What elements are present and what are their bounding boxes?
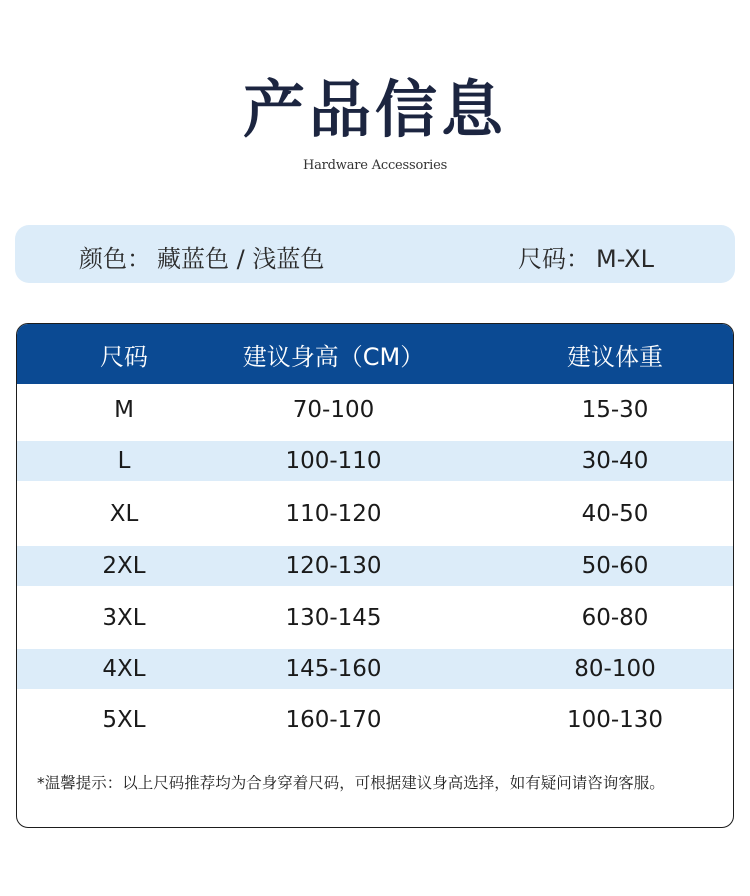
weight-cell: 50-60 [581, 553, 649, 579]
weight-cell: 60-80 [581, 604, 649, 631]
height-cell: 100-110 [285, 448, 382, 474]
weight-cell: 15-30 [581, 396, 649, 423]
column-header-size: 尺码 [100, 342, 148, 371]
table-row [17, 481, 733, 546]
column-header-height: 建议身高（CM） [242, 342, 425, 371]
height-cell: 145-160 [285, 656, 382, 682]
product-info-bar [15, 225, 735, 283]
size-value: M-XL [596, 245, 654, 273]
table-header [17, 324, 733, 384]
table-row [17, 586, 733, 649]
size-cell: 3XL [102, 604, 146, 631]
color-value: 藏蓝色 / 浅蓝色 [157, 245, 325, 273]
color-info [79, 239, 324, 274]
column-header-weight: 建议体重 [567, 342, 663, 371]
height-cell: 70-100 [292, 396, 375, 423]
size-cell: M [114, 396, 134, 423]
table-row [17, 689, 733, 751]
height-cell: 160-170 [285, 707, 382, 733]
size-cell: XL [109, 500, 139, 527]
size-note: *温馨提示：以上尺码推荐均为合身穿着尺码，可根据建议身高选择，如有疑问请咨询客服。 [37, 774, 665, 792]
page-title: 产品信息 [242, 73, 507, 146]
table-row [17, 649, 733, 689]
size-info [518, 239, 654, 274]
page-subtitle: Hardware Accessories [302, 158, 448, 173]
weight-cell: 100-130 [566, 707, 664, 733]
table-row [17, 546, 733, 586]
size-cell: 2XL [102, 553, 146, 579]
weight-cell: 80-100 [574, 656, 656, 682]
size-cell: L [117, 448, 131, 474]
size-cell: 4XL [102, 656, 146, 682]
weight-cell: 30-40 [581, 448, 649, 474]
color-label: 颜色： [79, 245, 151, 273]
height-cell: 130-145 [285, 604, 382, 631]
size-cell: 5XL [102, 707, 146, 733]
height-cell: 120-130 [285, 553, 382, 579]
table-row [17, 384, 733, 435]
size-label: 尺码： [518, 245, 590, 273]
height-cell: 110-120 [285, 500, 382, 527]
size-chart-table [16, 323, 734, 828]
table-row [17, 441, 733, 481]
weight-cell: 40-50 [581, 500, 649, 527]
